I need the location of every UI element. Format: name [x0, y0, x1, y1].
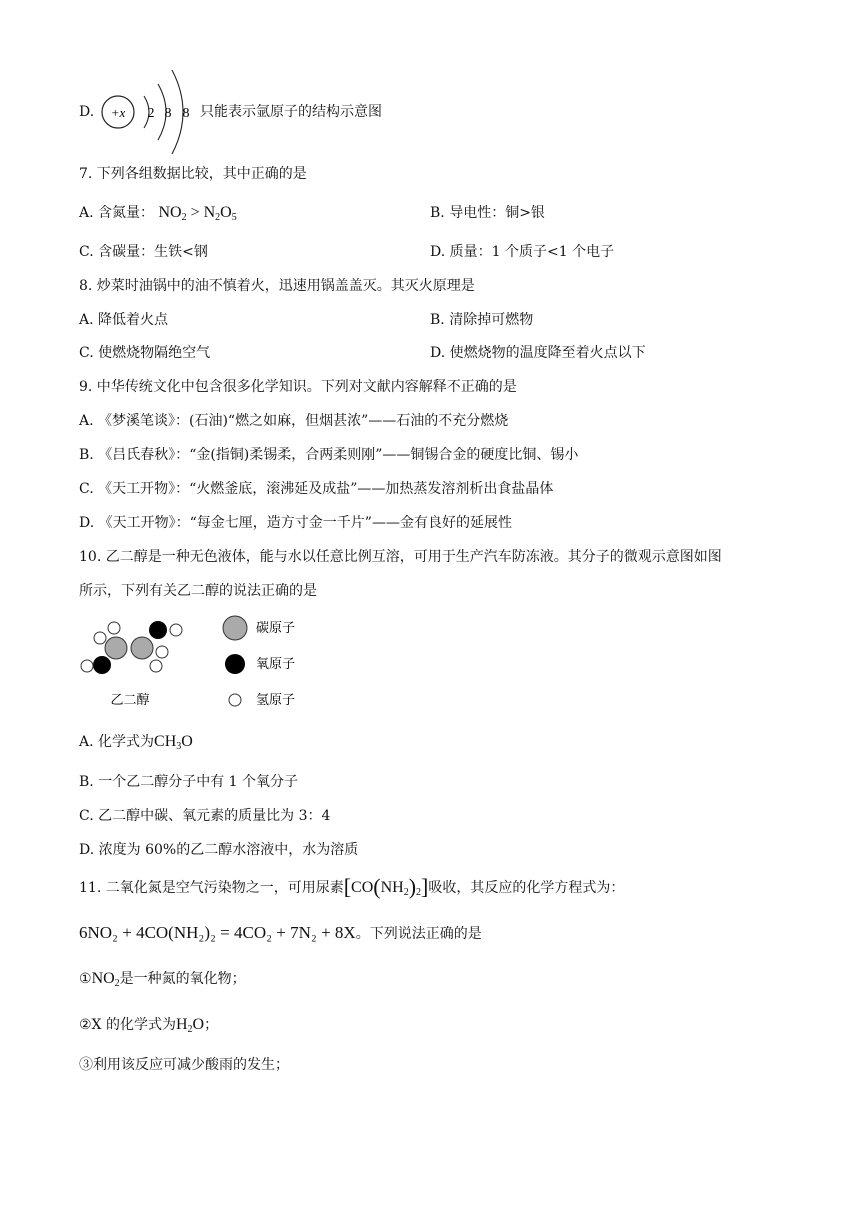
ethylene-glycol-model	[76, 614, 196, 714]
q7-option-a-label: A. 含氮量：	[79, 205, 155, 221]
q11-stem	[79, 874, 625, 899]
reaction-equation: 6NO₂ + 4CO(NH₂)₂ = 4CO₂ + 7N₂ + 8X	[79, 923, 356, 942]
hydrogen-atom	[170, 624, 182, 636]
q10-stem-line2: 所示，下列有关乙二醇的说法正确的是	[79, 583, 317, 599]
q7-stem: 7. 下列各组数据比较，其中正确的是	[79, 166, 307, 182]
q9-option-b: B. 《吕氏春秋》：“金(指铜)柔锡柔，合两柔则刚”——铜锡合金的硬度比铜、锡小	[79, 447, 579, 463]
q7-option-b: B. 导电性：铜>银	[430, 205, 545, 221]
carbon-atom	[131, 637, 153, 659]
q7-option-c: C. 含碳量：生铁<钢	[79, 244, 208, 260]
q10-option-a-formula: $CH_3O$	[154, 733, 193, 752]
q9-option-d: D. 《天工开物》：“每金七厘，造方寸金一千片”——金有良好的延展性	[79, 515, 512, 531]
oxygen-atom	[93, 656, 111, 674]
q10-option-a	[79, 732, 193, 752]
q10-option-c: C. 乙二醇中碳、氧元素的质量比为 3：4	[79, 808, 331, 824]
hydrogen-atom	[150, 660, 162, 672]
q11-statement-1: $①NO_2$是一种氮的氧化物；	[79, 970, 246, 989]
q8-option-a: A. 降低着火点	[79, 312, 169, 328]
hydrogen-atom	[94, 632, 106, 644]
legend-hydrogen-icon	[229, 694, 241, 706]
q11-stem-b: 吸收，其反应的化学方程式为：	[428, 880, 625, 896]
q7-option-d: D. 质量：1 个质子<1 个电子	[430, 244, 615, 260]
atom-legend	[220, 614, 320, 714]
q11-statement-3: ③利用该反应可减少酸雨的发生；	[79, 1057, 289, 1073]
carbon-atom	[105, 637, 127, 659]
legend-hydrogen-label: 氢原子	[256, 693, 296, 708]
atom-structure-diagram	[98, 66, 198, 156]
q9-option-c: C. 《天工开物》：“火燃釜底，滚沸延及成盐”——加热蒸发溶剂析出食盐晶体	[79, 481, 554, 497]
shell-2-count: 8	[164, 106, 172, 121]
q9-option-a: A. 《梦溪笔谈》：(石油)“燃之如麻，但烟甚浓”——石油的不充分燃烧	[79, 413, 509, 429]
shell-1-count: 2	[147, 106, 155, 121]
legend-oxygen-icon	[225, 654, 245, 674]
legend-carbon-icon	[223, 616, 247, 640]
oxygen-atom	[149, 621, 167, 639]
nucleus-charge: +x	[110, 105, 126, 120]
shell-3-count: 8	[182, 106, 190, 121]
legend-carbon-label: 碳原子	[256, 621, 296, 636]
q11-equation-tail: 。下列说法正确的是	[355, 926, 482, 942]
hydrogen-atom	[81, 660, 93, 672]
q11-statement-2: ②X 的化学式为$H_2O$；	[79, 1016, 219, 1035]
q8-option-d: D. 使燃烧物的温度降至着火点以下	[430, 345, 646, 361]
q6-option-d-letter: D.	[79, 104, 95, 120]
legend-oxygen-label: 氧原子	[256, 657, 296, 672]
q7-option-a	[79, 203, 237, 223]
water-formula: $H_2O$	[175, 1016, 205, 1035]
q10-stem-line1: 10. 乙二醇是一种无色液体，能与水以任意比例互溶，可用于生产汽车防冻液。其分子的微观示意图如图	[79, 549, 722, 565]
no2-formula: $NO_2$	[91, 970, 120, 989]
hydrogen-atom	[156, 646, 168, 658]
q7-option-a-formula: $NO_2 > N_2O_5$	[158, 204, 237, 223]
q8-option-b: B. 清除掉可燃物	[430, 312, 534, 328]
q8-option-c: C. 使燃烧物隔绝空气	[79, 345, 211, 361]
q11-stem-a: 11. 二氧化氮是空气污染物之一，可用尿素	[79, 880, 344, 896]
q10-option-a-label: A. 化学式为	[79, 734, 155, 750]
molecule-label: 乙二醇	[110, 693, 150, 708]
q10-option-b: B. 一个乙二醇分子中有 1 个氧分子	[79, 774, 298, 790]
q9-stem: 9. 中华传统文化中包含很多化学知识。下列对文献内容解释不正确的是	[79, 379, 517, 395]
electron-shell-arc-3	[172, 70, 183, 154]
q8-stem: 8. 炒菜时油锅中的油不慎着火，迅速用锅盖盖灭。其灭火原理是	[79, 278, 475, 294]
q10-option-d: D. 浓度为 60%的乙二醇水溶液中，水为溶质	[79, 842, 359, 858]
urea-formula: $[CO(NH_2)_2]$	[343, 874, 429, 899]
q6-option-d-text: 只能表示氩原子的结构示意图	[200, 104, 382, 120]
hydrogen-atom	[108, 622, 120, 634]
q11-equation-line	[79, 923, 482, 944]
